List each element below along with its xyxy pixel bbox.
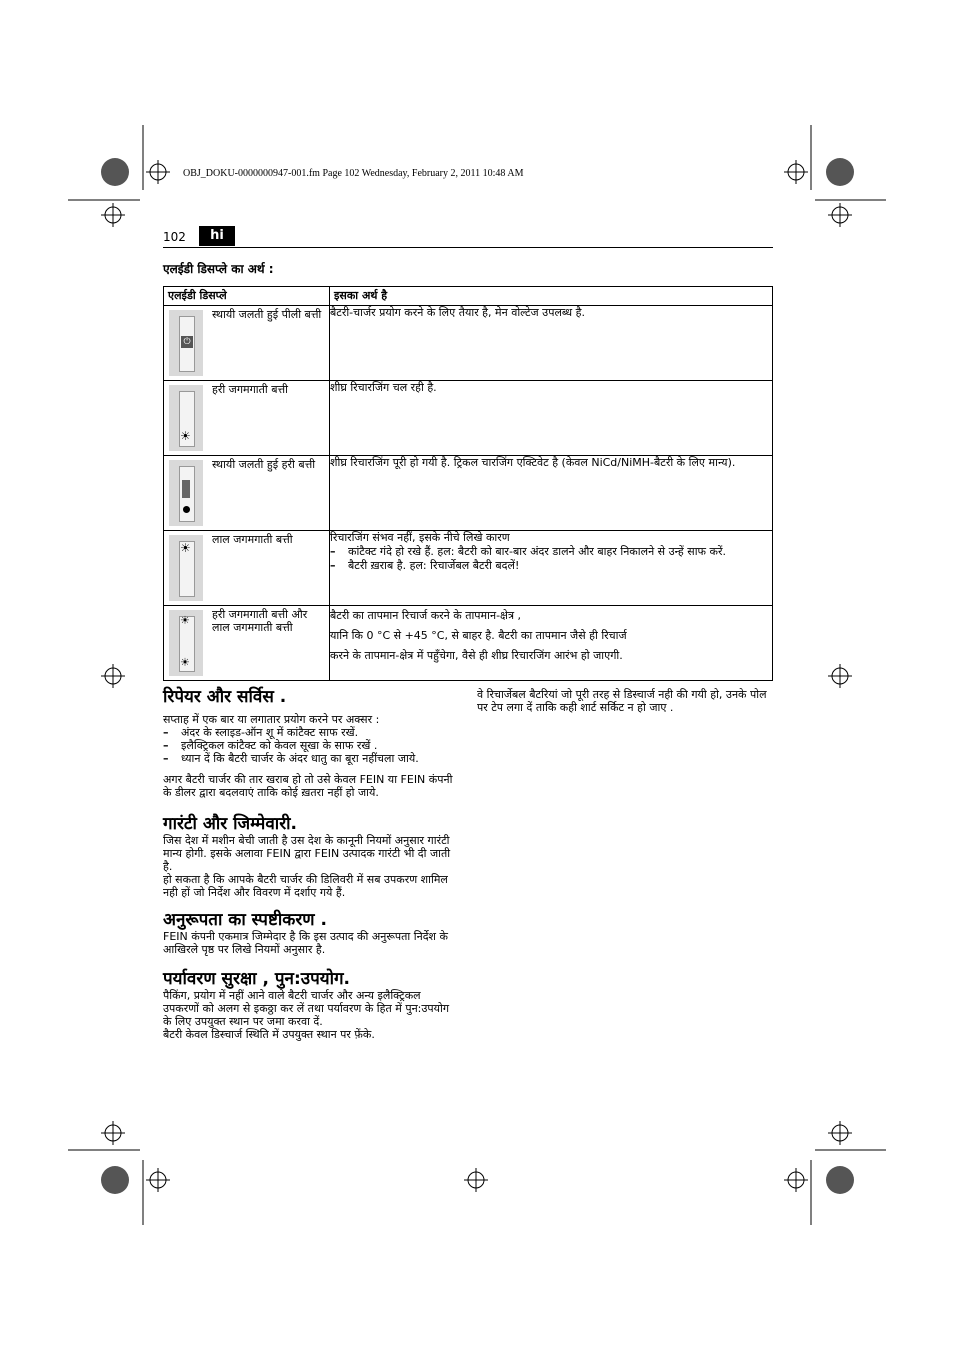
led-section-title: एलईडी डिसप्ले का अर्थ : bbox=[163, 262, 274, 276]
led-label: लाल जगमगाती बत्ती bbox=[212, 533, 293, 546]
led-meaning: शीघ्र रिचारजिंग पूरी हो गयी है. ट्रिकल चारजिंग एक्टिवेट है (केवल NiCd/NiMH-बैटरी के लिए मान्य). bbox=[330, 456, 773, 531]
led-label: स्थायी जलती हुई पीली बत्ती bbox=[212, 308, 322, 321]
led-meaning: रिचारजिंग संभव नहीं, इसके नीचे लिखे कारण bbox=[330, 531, 510, 544]
table-row bbox=[164, 606, 773, 681]
led-meaning-line: बैटरी का तापमान रिचार्ज करने के तापमान-क्षेत्र , bbox=[330, 609, 522, 622]
conformity-text: FEIN कंपनी एकमात्र जिम्मेदार है कि इस उत्पाद की अनुरूपता निर्देश के आखिरले पृष्ठ पर लिखे नियमों अनुसार है. bbox=[163, 930, 448, 956]
col-header-meaning: इसका अर्थ है bbox=[330, 287, 773, 306]
led-meaning: शीघ्र रिचारजिंग चल रही है. bbox=[330, 381, 773, 456]
guarantee-text-1: जिस देश में मशीन बेची जाती है उस देश के कानूनी नियमों अनुसार गारंटी मान्य होगी. इसके अलावा FEIN द्वारा FEIN उत्पादक गारंटी भी दी जाती है. bbox=[163, 834, 451, 873]
guarantee-text-2: हो सकता है कि आपके बैटरी चार्जर की डिलिवरी में सब उपकरण शामिल नही हों जो निर्देश और विवरण में दर्शाए गये हैं. bbox=[163, 873, 448, 899]
led-label: हरी जगमगाती बत्ती bbox=[212, 383, 289, 396]
table-row bbox=[164, 381, 773, 456]
list-item: – अंदर के स्लाइड-ऑन शू में कांटैक्ट साफ रखें. bbox=[163, 726, 359, 739]
led-meaning: बैटरी-चार्जर प्रयोग करने के लिए तैयार है, मेन वोल्टेज उपलब्ध है. bbox=[330, 306, 773, 381]
table-row bbox=[164, 306, 773, 381]
list-item: – कांटैक्ट गंदे हो रखे हैं. हल: बैटरी को बार-बार अंदर डालने और बाहर निकालने से उन्हें साफ करें. bbox=[330, 545, 726, 558]
environment-text-1: पैकिंग, प्रयोग में नहीं आने वाले बैटरी चार्जर और अन्य इलैक्ट्रिकल उपकरणों को अलग से इकठ्ठा कर लें तथा पर्यावरण के हित में पुन:उपयोग के लिए उपयुक्त स्थान पर जमा करवा दें. bbox=[163, 989, 450, 1028]
list-item: – इलैक्ट्रिकल कांटैक्ट को केवल सूखा के साफ रखें . bbox=[163, 739, 378, 752]
list-item: – ध्यान दें कि बैटरी चार्जर के अंदर धातु का बूरा नहींचला जाये. bbox=[163, 752, 419, 765]
table-row bbox=[164, 531, 773, 606]
conformity-title: अनुरूपता का स्पष्टीकरण . bbox=[163, 910, 327, 930]
left-column bbox=[163, 684, 459, 1041]
led-label: हरी जगमगाती बत्ती और लाल जगमगाती बत्ती bbox=[212, 608, 308, 634]
repair-title: रिपेयर और सर्विस . bbox=[163, 687, 287, 707]
table-row bbox=[164, 456, 773, 531]
header-rule bbox=[163, 247, 773, 248]
guarantee-title: गारंटी और जिम्मेवारी. bbox=[163, 814, 298, 834]
led-label: स्थायी जलती हुई हरी बत्ती bbox=[212, 458, 316, 471]
repair-intro: सप्ताह में एक बार या लगातार प्रयोग करने पर अक्सर : bbox=[163, 713, 380, 726]
environment-text-2: बैटरी केवल डिस्चार्ज स्थिति में उपयुक्त स्थान पर फ़ेंके. bbox=[163, 1028, 375, 1041]
led-meaning-line: करने के तापमान-क्षेत्र में पहुँचेगा, वैसे ही शीघ्र रिचारजिंग आरंभ हो जाएगी. bbox=[330, 649, 623, 662]
flashing-red-icon: ☀ bbox=[169, 535, 203, 601]
right-column-text: वे रिचार्जेबल बैटरियां जो पूरी तरह से डिस्चार्ज नही की गयी हो, उनके पोल पर टेप लगा दें ताकि कही शार्ट सर्किट न हो जाए . bbox=[477, 688, 767, 714]
battery-full-icon bbox=[169, 460, 203, 526]
flashing-green-icon: ☀ bbox=[169, 385, 203, 451]
col-header-led: एलईडी डिसप्ले bbox=[164, 287, 330, 306]
repair-text: अगर बैटरी चार्जर की तार खराब हो तो उसे केवल FEIN या FEIN कंपनी के डीलर द्वारा बदलवाएं ताकि कोई ख़तरा नहीं हो जाये. bbox=[163, 773, 453, 799]
page-number: 102 bbox=[163, 230, 186, 244]
list-item: – बैटरी ख़राब है. हल: रिचार्जेबल बैटरी बदलें! bbox=[330, 559, 520, 572]
file-header: OBJ_DOKU-0000000947-001.fm Page 102 Wednesday, February 2, 2011 10:48 AM bbox=[183, 168, 524, 179]
environment-title: पर्यावरण सुरक्षा , पुन:उपयोग. bbox=[163, 969, 351, 989]
led-table bbox=[163, 286, 773, 681]
power-icon: ⏻ bbox=[169, 310, 203, 376]
language-tag: hi bbox=[199, 226, 235, 246]
thermometer-icon: ☀ ☀ bbox=[169, 610, 203, 676]
led-meaning-line: यानि कि 0 °C से +45 °C, से बाहर है. बैटरी का तापमान जैसे ही रिचार्ज bbox=[330, 629, 627, 642]
